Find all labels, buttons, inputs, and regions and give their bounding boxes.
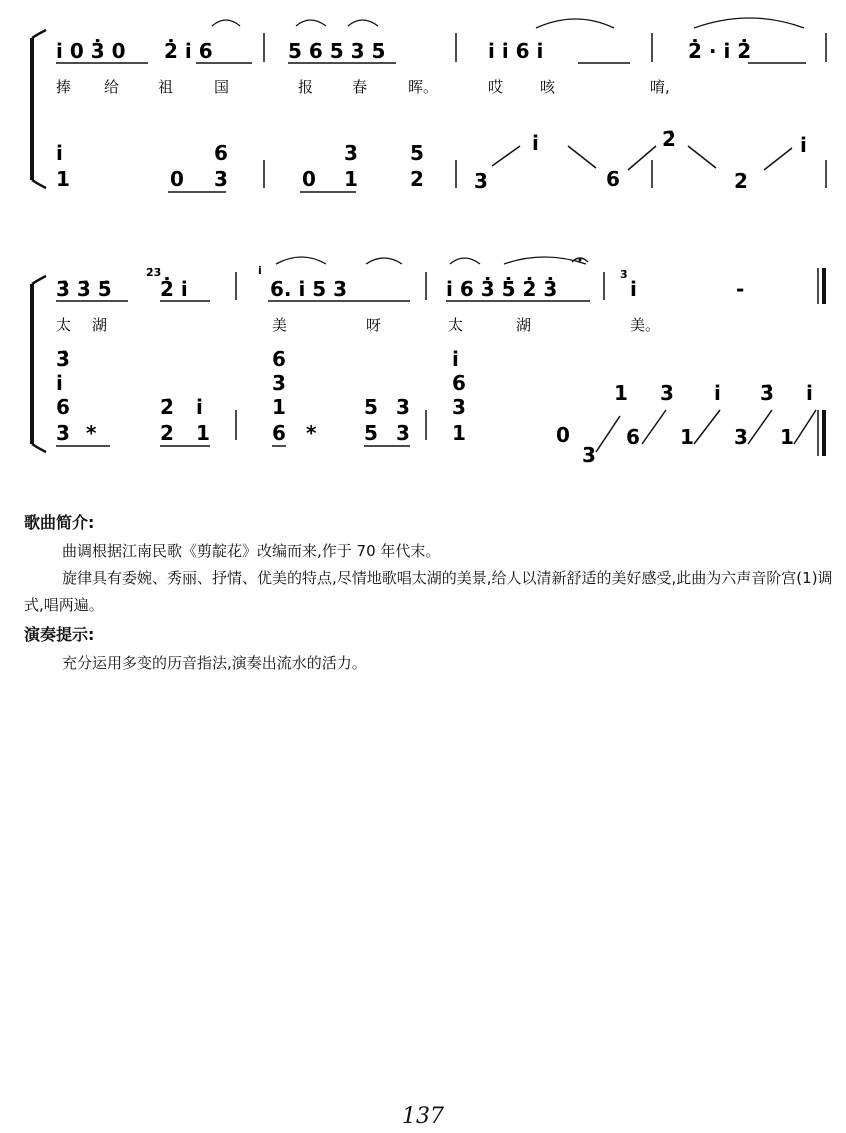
lyric: 给 <box>104 78 120 96</box>
arpeggio-note: 6 <box>626 425 640 449</box>
accomp-note: 0 <box>302 167 316 191</box>
chord-note: i̇ <box>452 347 459 371</box>
chord-note: 6 <box>272 347 286 371</box>
melody-measure: - <box>736 277 745 301</box>
arpeggio-note: 3 <box>734 425 748 449</box>
accomp-note: 1 <box>56 167 70 191</box>
accomp-note: 3 <box>474 169 488 193</box>
lyric: 捧 <box>56 78 72 96</box>
chord-note: 0 <box>556 423 570 447</box>
chord-note: i̇ <box>56 371 63 395</box>
chord-note: 3 <box>272 371 286 395</box>
grace-note: 2̇3̇ <box>146 266 162 279</box>
intro-heading: 歌曲简介: <box>24 513 95 532</box>
chord-note: 3 <box>396 395 410 419</box>
lyric: 咳 <box>540 78 556 96</box>
accomp-note: 3 <box>214 167 228 191</box>
lyric: 美。 <box>630 316 661 334</box>
intro-paragraph-2: 旋律具有委婉、秀丽、抒情、优美的特点,尽情地歌唱太湖的美景,给人以清新舒适的美好感受,此曲为六声音阶宫(1)调式,唱两遍。 <box>24 569 833 614</box>
accomp-note: i̇ <box>56 141 63 165</box>
chord-note: 5 <box>364 421 378 445</box>
lyric: 呀 <box>366 316 382 334</box>
chord-note: 6 <box>56 395 70 419</box>
lyric: 美 <box>272 316 288 334</box>
chord-note: 6 <box>452 371 466 395</box>
melody-measure: i̇ 6 3̇ 5̇ 2̇ 3̇ <box>446 277 558 301</box>
chord-note: 6 <box>272 421 286 445</box>
chord-note: 3 <box>56 421 70 445</box>
chord-note: 1 <box>272 395 286 419</box>
chord-note: 3 <box>452 395 466 419</box>
melody-measure: i̇ 0 3̇ 0 <box>56 39 126 63</box>
system-1 <box>32 18 826 193</box>
music-score <box>0 0 846 470</box>
accomp-note: 3 <box>344 141 358 165</box>
arpeggio-note: 3 <box>660 381 674 405</box>
melody-measure: 5 6 5 3 5 <box>288 39 386 63</box>
lyric: 湖 <box>516 316 532 334</box>
grace-note: 3̇ <box>620 268 628 281</box>
accomp-note: 5 <box>410 141 424 165</box>
accomp-note: 0 <box>170 167 184 191</box>
arpeggio-note: 3 <box>582 443 596 467</box>
accomp-note: 6 <box>606 167 620 191</box>
accomp-note: 2̇ <box>662 127 676 151</box>
chord-note: 3̇ <box>56 347 70 371</box>
accomp-note: 1 <box>344 167 358 191</box>
lyric: 唷, <box>650 78 670 96</box>
chord-note: 3 <box>396 421 410 445</box>
melody-measure: i̇ i̇ 6 i̇ <box>488 39 544 63</box>
arpeggio-note: 1 <box>680 425 694 449</box>
lyric: 太 <box>448 316 464 334</box>
tips-paragraph-1: 充分运用多变的历音指法,演奏出流水的活力。 <box>62 654 367 672</box>
chord-note: * <box>86 421 97 445</box>
chord-note: i̇ <box>196 395 203 419</box>
chord-note: 5 <box>364 395 378 419</box>
lyric: 湖 <box>92 316 108 334</box>
arpeggio-note: 1 <box>614 381 628 405</box>
melody-measure: 2̇ i̇ 6 <box>164 39 213 63</box>
lyric: 太 <box>56 316 72 334</box>
intro-paragraph-1: 曲调根据江南民歌《剪靛花》改编而来,作于 70 年代末。 <box>62 542 441 560</box>
tips-heading: 演奏提示: <box>24 625 95 644</box>
arpeggio-note: 1 <box>780 425 794 449</box>
lyric: 祖 <box>158 78 174 96</box>
accomp-note: 6 <box>214 141 228 165</box>
melody-measure: 2̇ · i̇ 2̇ <box>688 39 752 63</box>
arpeggio-note: 3̇ <box>760 381 774 405</box>
grace-note: i̇ <box>258 264 262 277</box>
lyric: 报 <box>298 78 314 96</box>
system-2 <box>32 257 824 467</box>
melody-measure: 6. i̇ 5 3 <box>270 277 348 301</box>
page-number: 137 <box>402 1104 444 1129</box>
chord-note: 1 <box>452 421 466 445</box>
chord-note: * <box>306 421 317 445</box>
arpeggio-note: i̇ <box>714 381 721 405</box>
chord-note: 1 <box>196 421 210 445</box>
lyric: 晖。 <box>408 78 439 96</box>
accomp-note: 2 <box>410 167 424 191</box>
melody-measure: 3̇ 3̇ 5̇ <box>56 277 112 301</box>
accomp-note: i̇ <box>532 131 539 155</box>
melody-measure: 2̇ i̇ <box>160 277 188 301</box>
accomp-note: 2 <box>734 169 748 193</box>
lyric: 哎 <box>488 78 504 96</box>
melody-measure: i̇ <box>630 277 637 301</box>
lyric: 国 <box>214 78 230 96</box>
accomp-note: i̇ <box>800 133 807 157</box>
lyric: 春 <box>352 78 368 96</box>
chord-note: 2 <box>160 421 174 445</box>
arpeggio-note: i̇ <box>806 381 813 405</box>
chord-note: 2̇ <box>160 395 174 419</box>
